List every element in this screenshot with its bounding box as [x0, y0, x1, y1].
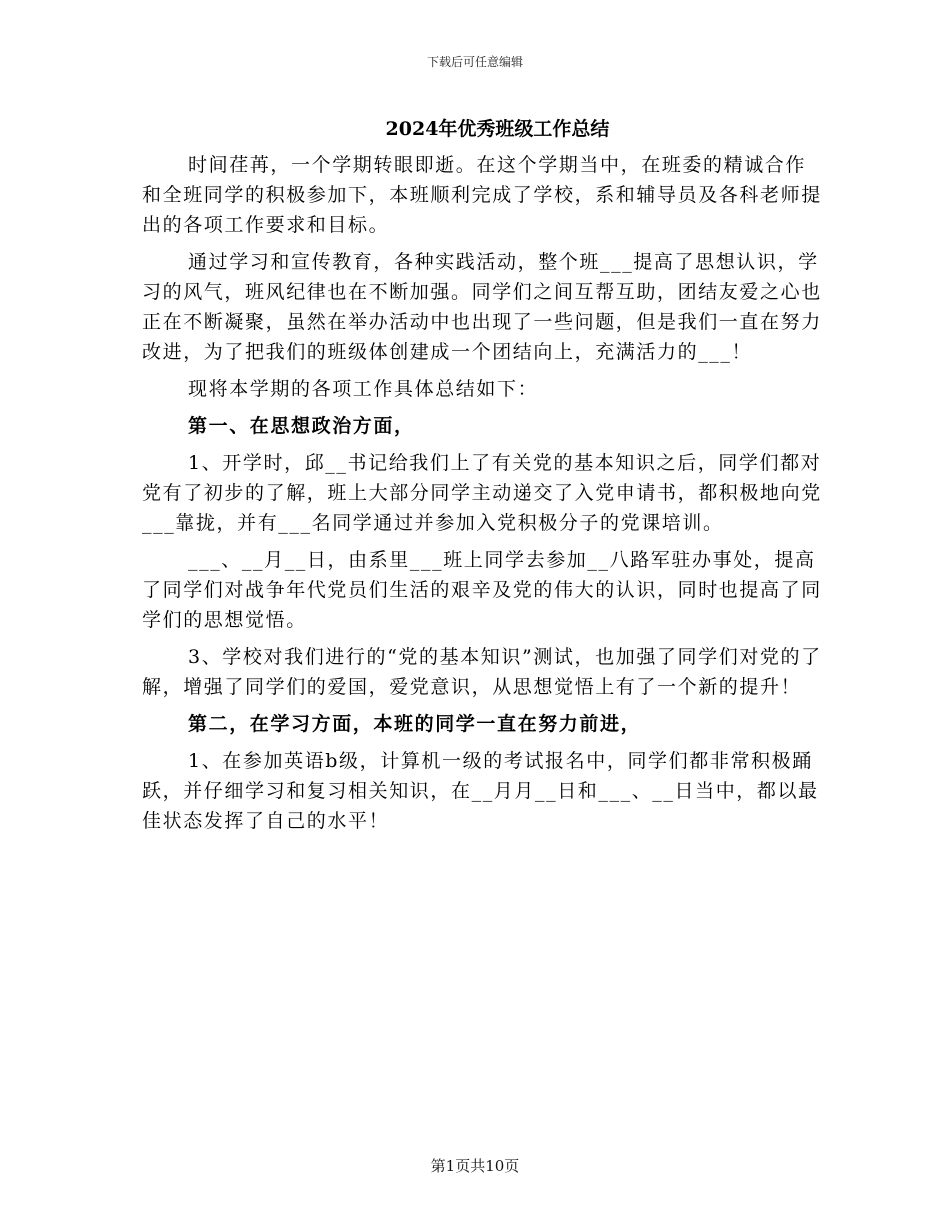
- paragraph-summary-lead: 现将本学期的各项工作具体总结如下：: [188, 378, 539, 400]
- document-body: [142, 150, 822, 843]
- paragraph-intro: 时间荏苒，一个学期转眼即逝。在这个学期当中，在班委的精诚合作和全班同学的积极参加下，本班顺利完成了学校，系和辅导员及各科老师提出的各项工作要求和目标。: [142, 154, 822, 236]
- page-header-note: 下载后可任意编辑: [426, 55, 523, 69]
- paragraph-political-item-3: 3、学校对我们进行的“党的基本知识”测试，也加强了同学们对党的了解，增强了同学们的爱国，爱党意识，从思想觉悟上有了一个新的提升！: [142, 646, 822, 698]
- paragraph-study-item-1: 1、在参加英语b级，计算机一级的考试报名中，同学们都非常积极踊跃，并仔细学习和复习相关知识，在__月月__日和___、__日当中，都以最佳状态发挥了自己的水平！: [142, 750, 819, 832]
- paragraph-political-item-1: 1、开学时，邱__书记给我们上了有关党的基本知识之后，同学们都对党有了初步的了解，班上大部分同学主动递交了入党申请书，都积极地向党___靠拢，并有___名同学通过并参加入党积极分子的党课培训。: [142, 452, 822, 534]
- paragraph-political-item-2: ___、__月__日，由系里___班上同学去参加__八路军驻办事处，提高了同学们对战争年代党员们生活的艰辛及党的伟大的认识，同时也提高了同学们的思想觉悟。: [142, 549, 822, 631]
- page-number: 第1页共10页: [430, 1157, 520, 1175]
- section-heading-study: 第二，在学习方面，本班的同学一直在努力前进，: [188, 713, 642, 735]
- paragraph-overview: 通过学习和宣传教育，各种实践活动，整个班___提高了思想认识，学习的风气，班风纪律也在不断加强。同学们之间互帮互助，团结友爱之心也正在不断凝聚，虽然在举办活动中也出现了一些问题，但是我们一直在努力改进，为了把我们的班级体创建成一个团结向上，充满活力的___！: [142, 251, 822, 363]
- section-heading-political: 第一、在思想政治方面，: [188, 415, 415, 437]
- document-title: 2024年优秀班级工作总结: [385, 118, 610, 140]
